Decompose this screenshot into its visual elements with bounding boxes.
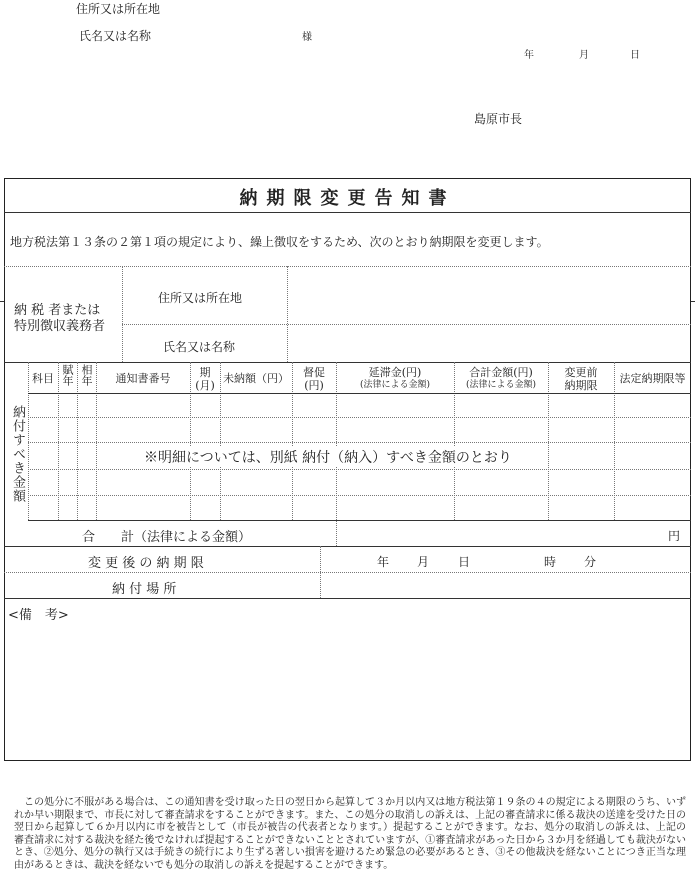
taxpayer-divider-v1 xyxy=(122,266,123,362)
new-deadline-label: 変 更 後 の 納 期 限 xyxy=(88,556,204,571)
col-legal-deadline: 法定納期限等 xyxy=(619,372,686,385)
payment-bottom-line xyxy=(4,598,691,599)
table-row-line xyxy=(28,417,691,418)
col-line xyxy=(190,362,191,520)
issuer: 島原市長 xyxy=(474,112,523,126)
intro-text: 地方税法第１３条の２第１項の規定により、繰上徴収をするため、次のとおり納期限を変更します。 xyxy=(10,235,549,249)
amount-side-label: 納付すべき金額 xyxy=(10,405,25,503)
taxpayer-divider-v2 xyxy=(287,266,288,362)
intro-divider xyxy=(4,266,691,267)
taxpayer-name-label: 氏名又は名称 xyxy=(163,340,236,354)
total-bottom-line xyxy=(4,546,691,547)
deadline-mid-line xyxy=(4,572,691,573)
col-line xyxy=(220,362,221,520)
col-line xyxy=(614,362,615,520)
address-label: 住所又は所在地 xyxy=(76,2,161,16)
col-line xyxy=(58,362,59,520)
fold-mark-right xyxy=(691,301,695,302)
taxpayer-mid-divider xyxy=(122,324,691,325)
new-deadline-month: 月 xyxy=(417,555,430,569)
table-row-line xyxy=(28,469,691,470)
title-divider xyxy=(4,212,691,213)
col-prev-deadline: 変更前 納期限 xyxy=(564,366,598,392)
col-line xyxy=(454,362,455,520)
new-deadline-hour: 時 xyxy=(544,555,557,569)
col-line xyxy=(77,362,78,520)
date-day: 日 xyxy=(630,50,640,61)
col-line xyxy=(96,362,97,520)
col-line xyxy=(292,362,293,520)
col-demand: 督促 (円) xyxy=(303,366,325,392)
taxpayer-address-label: 住所又は所在地 xyxy=(158,291,243,305)
total-top-line xyxy=(28,520,691,521)
table-row-line xyxy=(28,495,691,496)
payment-place-label: 納 付 場 所 xyxy=(112,582,177,597)
col-total: 合計金額(円) (法律による金額) xyxy=(465,366,537,390)
col-delinquent: 延滞金(円) (法律による金額) xyxy=(359,366,431,390)
col-line xyxy=(548,362,549,520)
form-title: 納期限変更告知書 xyxy=(239,188,456,209)
col-tax-year: 賦年 xyxy=(61,364,74,386)
col-unpaid: 未納額（円） xyxy=(223,372,289,385)
taxpayer-bottom-line xyxy=(4,362,691,363)
new-deadline-year: 年 xyxy=(377,555,390,569)
date-month: 月 xyxy=(579,50,589,61)
col-period: 期 (月) xyxy=(195,366,215,392)
side-label-divider xyxy=(28,362,29,520)
remarks-label: <備 考> xyxy=(8,608,69,623)
col-fiscal-year: 相年 xyxy=(80,364,93,386)
total-unit: 円 xyxy=(668,529,681,543)
col-notice-number: 通知書番号 xyxy=(115,372,171,385)
new-deadline-day: 日 xyxy=(458,555,471,569)
new-deadline-minute: 分 xyxy=(584,555,597,569)
table-header-line xyxy=(28,393,691,394)
details-note: ※明細については、別紙 納付（納入）すべき金額のとおり xyxy=(140,447,516,467)
total-label: 合 計（法律による金額） xyxy=(82,530,252,545)
honorific: 様 xyxy=(302,32,312,43)
taxpayer-label: 納 税 者または 特別徴収義務者 xyxy=(14,303,106,334)
table-row-line xyxy=(28,442,691,443)
date-year: 年 xyxy=(524,50,534,61)
col-item: 科目 xyxy=(32,372,54,385)
appeal-footnote: この処分に不服がある場合は、この通知書を受け取った日の翌日から起算して３か月以内又は地方税法第１９条の４の規定による期限のうち、いずれか早い期限まで、市長に対して審査請求をすることができます。また、この処分の取消しの訴えは、上記の審査請求に係る裁決の送達を受けた日の翌日から起算して６か月以内に市を被告として（市長が被告の代表者となります。）提起することができます。なお、処分の取消しの訴えは、上記の審査請求に対する裁決を経た後でなければ提起することができないこととされていますが、①審査請求があった日から３か月を経過しても裁決がないとき、②処分、処分の執行又は手続きの続行により生ずる著しい損害を避けるため緊急の必要があるとき、③その他裁決を経ないことにつき正当な理由があるときは、裁決を経ないでも処分の取消しの訴えを提起することができます。 xyxy=(14,797,686,871)
name-label: 氏名又は名称 xyxy=(79,29,152,43)
